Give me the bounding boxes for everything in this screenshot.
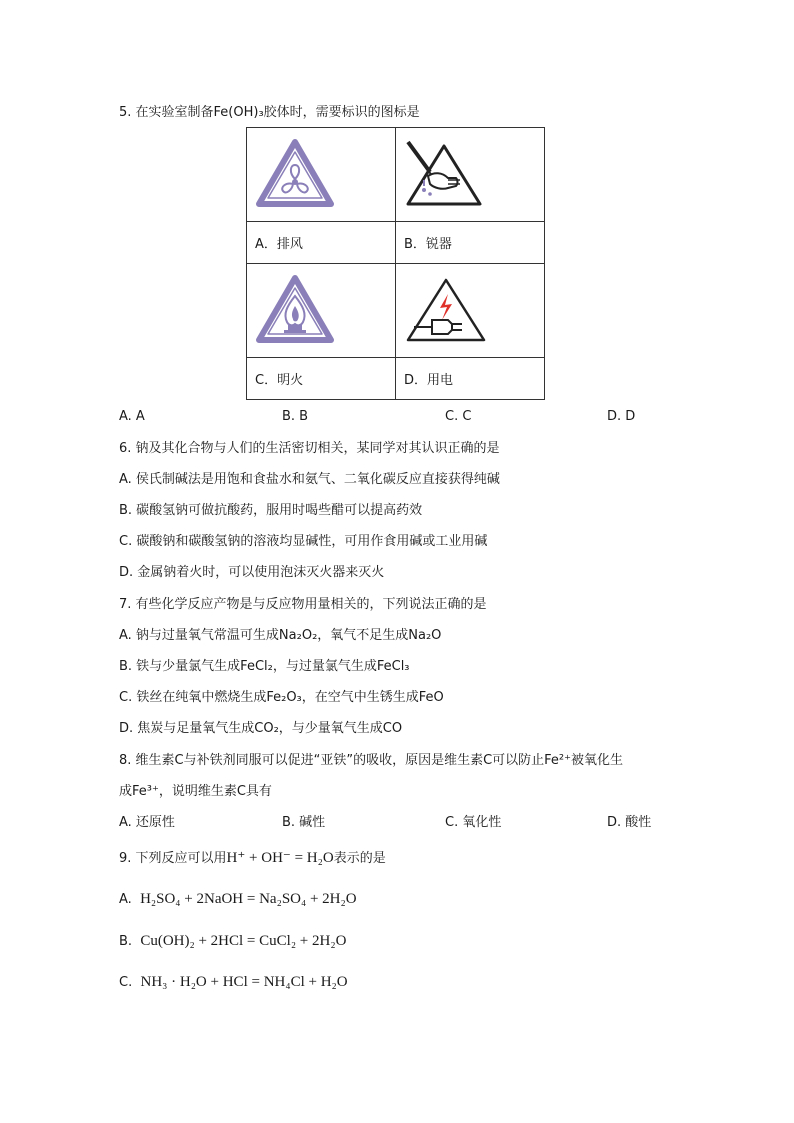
q9-option-c-letter: C. xyxy=(119,975,133,990)
sharp-object-icon xyxy=(404,138,484,210)
q8-option-b[interactable]: B. 碱性 xyxy=(282,815,326,830)
question-5-stem: 5. 在实验室制备Fe(OH)₃胶体时，需要标识的图标是 xyxy=(119,105,420,120)
q5-option-d[interactable]: D. D xyxy=(607,409,636,424)
q9-option-a-formula: H₂SO₄ + 2NaOH = Na₂SO₄ + 2H₂O xyxy=(140,891,357,907)
q9-option-c-formula: NH₃ · H₂O + HCl = NH₄Cl + H₂O xyxy=(140,974,348,990)
sign-label-b: B．锐器 xyxy=(396,222,545,264)
q6-option-b[interactable]: B. 碳酸氢钠可做抗酸药，服用时喝些醋可以提高药效 xyxy=(119,503,423,518)
question-8-stem-line2: 成Fe³⁺，说明维生素C具有 xyxy=(119,784,272,799)
sign-label-a: A．排风 xyxy=(247,222,396,264)
question-8-stem-line1: 8. 维生素C与补铁剂同服可以促进“亚铁”的吸收，原因是维生素C可以防止Fe²⁺被氧化生 xyxy=(119,753,623,768)
sign-cell-b xyxy=(396,128,545,222)
sign-label-d: D．用电 xyxy=(396,358,545,400)
sign-cell-c xyxy=(247,264,396,358)
sign-cell-d xyxy=(396,264,545,358)
sign-cell-a xyxy=(247,128,396,222)
q7-option-b[interactable]: B. 铁与少量氯气生成FeCl₂，与过量氯气生成FeCl₃ xyxy=(119,659,410,674)
q8-option-c[interactable]: C. 氧化性 xyxy=(445,815,502,830)
open-flame-icon xyxy=(255,274,335,346)
question-9-stem xyxy=(119,849,386,868)
q8-option-a[interactable]: A. 还原性 xyxy=(119,815,175,830)
q7-option-d[interactable]: D. 焦炭与足量氧气生成CO₂，与少量氧气生成CO xyxy=(119,721,403,736)
sign-label-c: C．明火 xyxy=(247,358,396,400)
q9-stem-prefix: 9. 下列反应可以用 xyxy=(119,851,227,866)
q6-option-c[interactable]: C. 碳酸钠和碳酸氢钠的溶液均显碱性，可用作食用碱或工业用碱 xyxy=(119,534,488,549)
q6-option-a[interactable]: A. 侯氏制碱法是用饱和食盐水和氨气、二氧化碳反应直接获得纯碱 xyxy=(119,472,500,487)
hazard-sign-table xyxy=(246,127,545,400)
q9-option-b-letter: B. xyxy=(119,934,133,949)
electricity-icon xyxy=(404,274,488,346)
q9-option-b-formula: Cu(OH)₂ + 2HCl = CuCl₂ + 2H₂O xyxy=(140,933,347,949)
question-7-stem: 7. 有些化学反应产物是与反应物用量相关的，下列说法正确的是 xyxy=(119,597,487,612)
q5-option-c[interactable]: C. C xyxy=(445,409,472,424)
question-6-stem: 6. 钠及其化合物与人们的生活密切相关，某同学对其认识正确的是 xyxy=(119,441,500,456)
q7-option-a[interactable]: A. 钠与过量氧气常温可生成Na₂O₂，氧气不足生成Na₂O xyxy=(119,628,442,643)
q7-option-c[interactable]: C. 铁丝在纯氧中燃烧生成Fe₂O₃，在空气中生锈生成FeO xyxy=(119,690,444,705)
q5-option-a[interactable]: A. A xyxy=(119,409,145,424)
q9-option-b[interactable] xyxy=(119,932,346,951)
q9-ionic-equation: H⁺ + OH⁻ = H₂O xyxy=(226,850,334,866)
q8-option-d[interactable]: D. 酸性 xyxy=(607,815,652,830)
exhaust-fan-icon xyxy=(255,138,335,210)
q9-option-a[interactable] xyxy=(119,890,357,909)
q5-option-b[interactable]: B. B xyxy=(282,409,309,424)
q9-option-c[interactable] xyxy=(119,973,348,992)
q9-option-a-letter: A. xyxy=(119,892,132,907)
q9-stem-suffix: 表示的是 xyxy=(333,851,386,866)
q6-option-d[interactable]: D. 金属钠着火时，可以使用泡沫灭火器来灭火 xyxy=(119,565,385,580)
